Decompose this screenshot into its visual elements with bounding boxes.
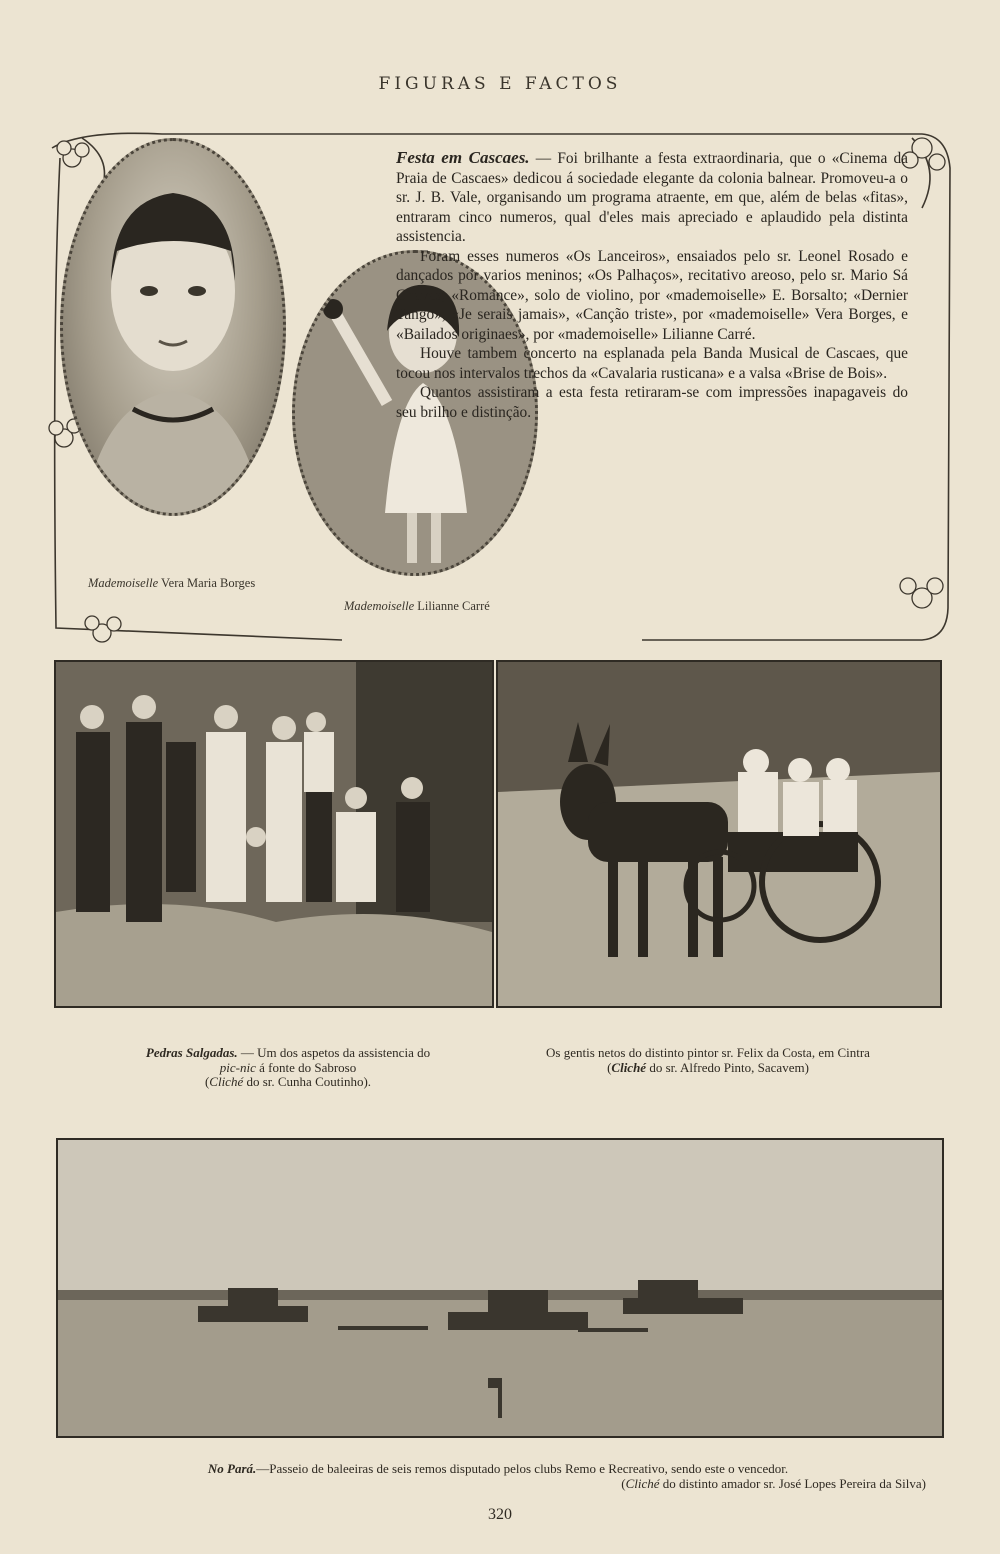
- article-title: Festa em Cascaes.: [396, 148, 530, 167]
- group-picnic-image: [56, 662, 492, 1006]
- photo-no-para: [56, 1138, 944, 1438]
- article-paragraph-4: Quantos assistiram a esta festa retiraram-se com impressões inapagaveis do seu brilho e distinção.: [396, 384, 908, 421]
- page-number: 320: [488, 1506, 512, 1523]
- article-paragraph-1: Festa em Cascaes. — Foi brilhante a festa extraordinaria, que o «Cinema da Praia de Cascaes» dedicou á sociedade elegante da colonia balnear. Promoveu-a o sr. J. B. Vale, organisando um programa atraente, em que, além de belas «fitas», entraram cinco numeros, qual d'eles mais apreciado e aplaudido pela distinta assistencia.: [396, 148, 908, 245]
- caption-vera-borges: Mademoiselle Vera Maria Borges: [88, 576, 256, 590]
- article-paragraph-3: Houve tambem concerto na esplanada pela Banda Musical de Cascaes, que tocou nos intervalos trechos da «Cavalaria rusticana» e a valsa «Brise de Bois».: [396, 345, 908, 382]
- donkey-cart-image: [498, 662, 940, 1006]
- photo-pedras-salgadas: [54, 660, 494, 1008]
- caption-netos-felix-costa: Os gentis netos do distinto pintor sr. Felix da Costa, em Cintra (Cliché do sr. Alfredo Pinto, Sacavem): [546, 1045, 870, 1075]
- boat-race-image: [58, 1140, 942, 1436]
- page-header: FIGURAS E FACTOS: [378, 74, 622, 94]
- photo-netos-felix-costa: [496, 660, 942, 1008]
- article-festa-cascaes: [396, 148, 908, 422]
- caption-lilianne-carre: Mademoiselle Lilianne Carré: [344, 599, 490, 613]
- caption-no-para: No Pará.—Passeio de baleeiras de seis remos disputado pelos clubs Remo e Recreativo, sendo este o vencedor. (Cliché do distinto amador sr. José Lopes Pereira da Silva): [207, 1461, 926, 1491]
- article-paragraph-2: Foram esses numeros «Os Lanceiros», ensaiados pelo sr. Leonel Rosado e dançados por varios meninos; «Os Palhaços», recitativo areoso, pelo sr. Mario Sá Chaves; «Romance», solo de violino, por «mademoiselle» E. Borsalto; «Dernier Tango», «Je serais jamais», «Canção triste», por «mademoiselle» Vera Borges, e «Bailados originaes», por «mademoiselle» Lilianne Carré.: [396, 247, 908, 343]
- portrait-woman-image: [63, 141, 283, 513]
- portrait-vera-borges: [60, 138, 286, 516]
- caption-pedras-salgadas: Pedras Salgadas. — Um dos aspetos da assistencia do pic-nic á fonte do Sabroso (Cliché do sr. Cunha Coutinho).: [145, 1045, 431, 1089]
